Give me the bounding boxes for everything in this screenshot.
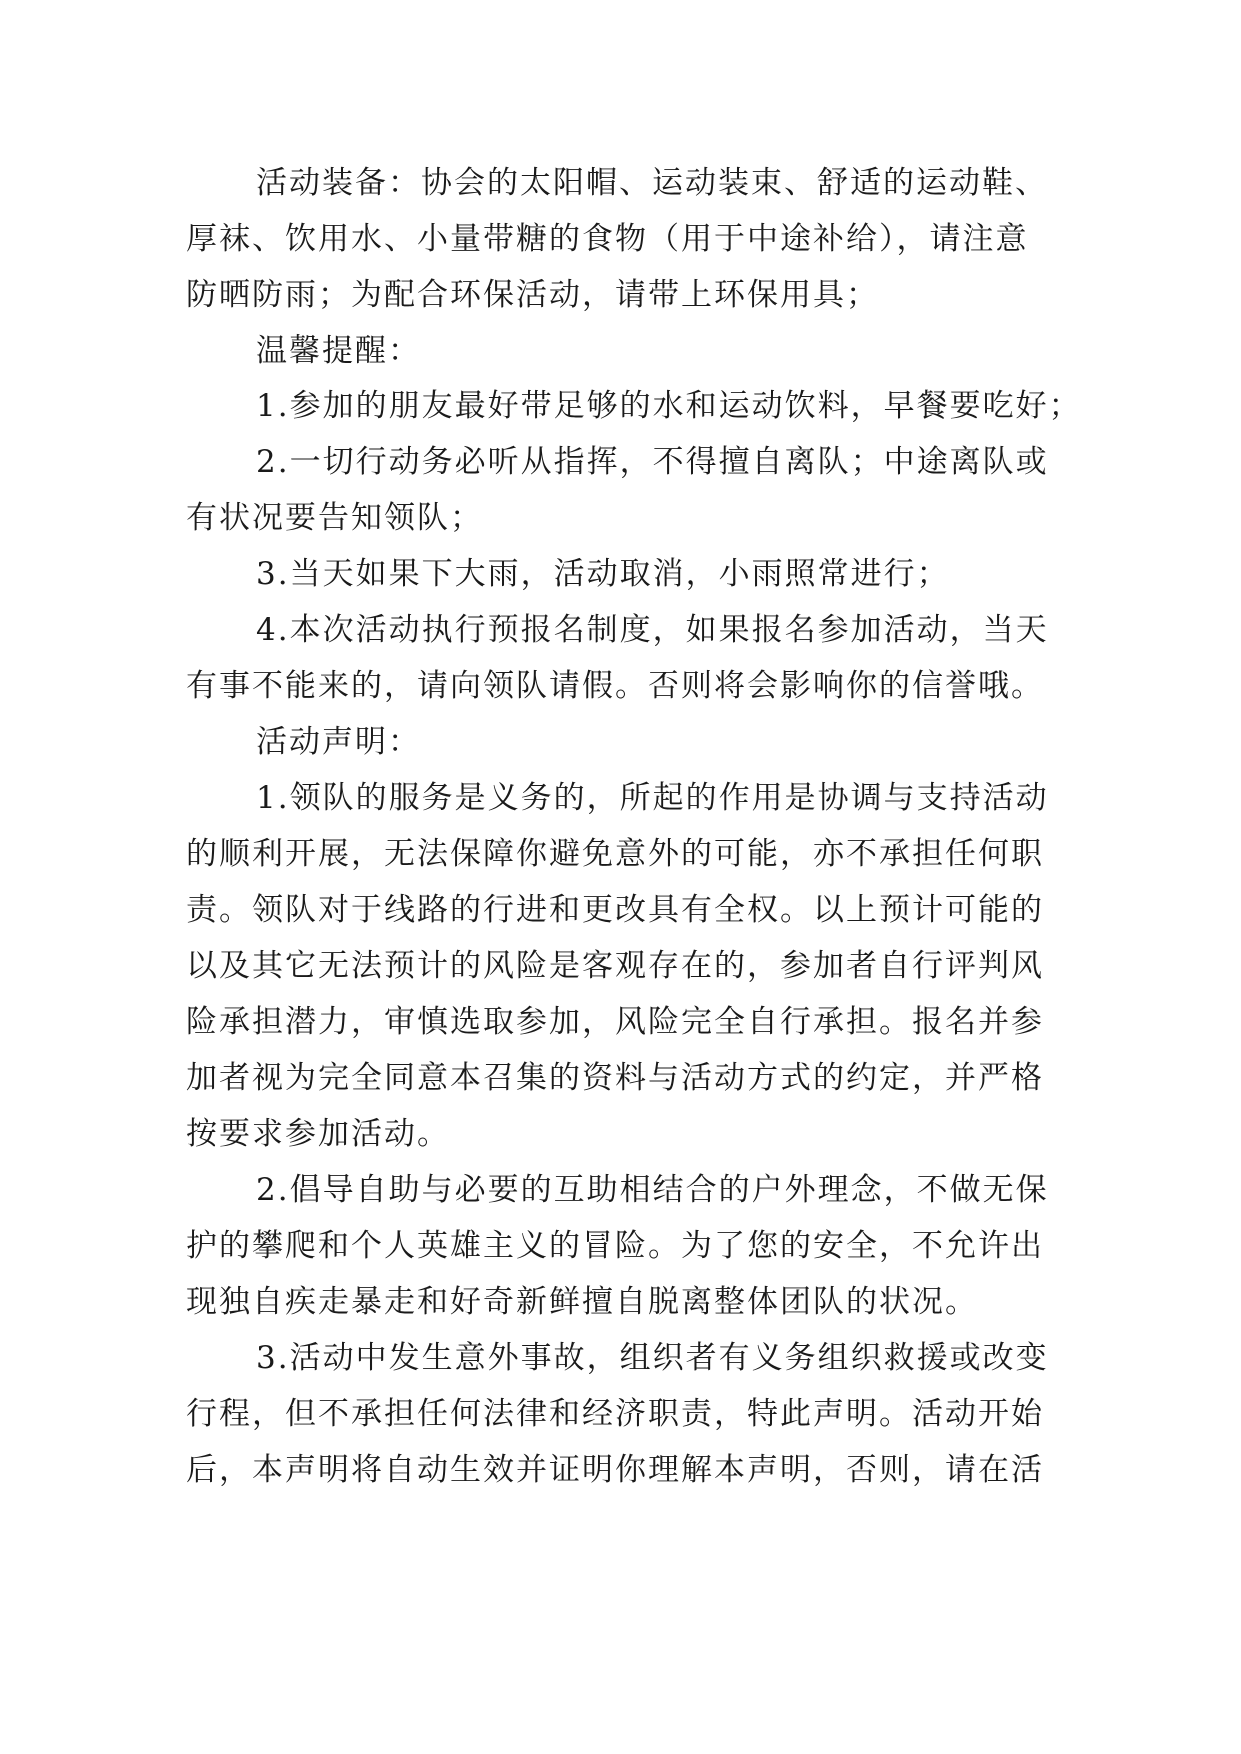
section-heading: 活动声明：: [256, 724, 421, 760]
text-line: 3.当天如果下大雨，活动取消，小雨照常进行；: [256, 556, 950, 592]
text-line: 按要求参加活动。: [186, 1116, 450, 1152]
text-line: 1.参加的朋友最好带足够的水和运动饮料，早餐要吃好；: [256, 388, 1082, 424]
text-line: 4.本次活动执行预报名制度，如果报名参加活动，当天: [256, 612, 1049, 648]
text-line: 行程，但不承担任何法律和经济职责，特此声明。活动开始: [186, 1396, 1044, 1432]
text-line: 现独自疾走暴走和好奇新鲜擅自脱离整体团队的状况。: [186, 1284, 978, 1320]
text-line: 1.领队的服务是义务的，所起的作用是协调与支持活动: [256, 780, 1049, 816]
text-line: 活动装备：协会的太阳帽、运动装束、舒适的运动鞋、: [256, 165, 1048, 201]
text-line: 厚袜、饮用水、小量带糖的食物（用于中途补给），请注意: [186, 221, 1029, 257]
text-line: 后，本声明将自动生效并证明你理解本声明，否则，请在活: [186, 1452, 1044, 1488]
text-line: 防晒防雨；为配合环保活动，请带上环保用具；: [186, 277, 879, 313]
section-heading: 温馨提醒：: [256, 333, 421, 369]
text-line: 2.倡导自助与必要的互助相结合的户外理念，不做无保: [256, 1172, 1049, 1208]
text-line: 2.一切行动务必听从指挥，不得擅自离队；中途离队或: [256, 444, 1049, 480]
text-line: 险承担潜力，审慎选取参加，风险完全自行承担。报名并参: [186, 1004, 1044, 1040]
text-line: 加者视为完全同意本召集的资料与活动方式的约定，并严格: [186, 1060, 1044, 1096]
text-line: 护的攀爬和个人英雄主义的冒险。为了您的安全，不允许出: [186, 1228, 1044, 1264]
text-line: 有事不能来的，请向领队请假。否则将会影响你的信誉哦。: [186, 668, 1044, 704]
text-line: 3.活动中发生意外事故，组织者有义务组织救援或改变: [256, 1340, 1049, 1376]
text-line: 的顺利开展，无法保障你避免意外的可能，亦不承担任何职: [186, 836, 1044, 872]
text-line: 以及其它无法预计的风险是客观存在的，参加者自行评判风: [186, 948, 1044, 984]
text-line: 有状况要告知领队；: [186, 500, 483, 536]
text-line: 责。领队对于线路的行进和更改具有全权。以上预计可能的: [186, 892, 1044, 928]
